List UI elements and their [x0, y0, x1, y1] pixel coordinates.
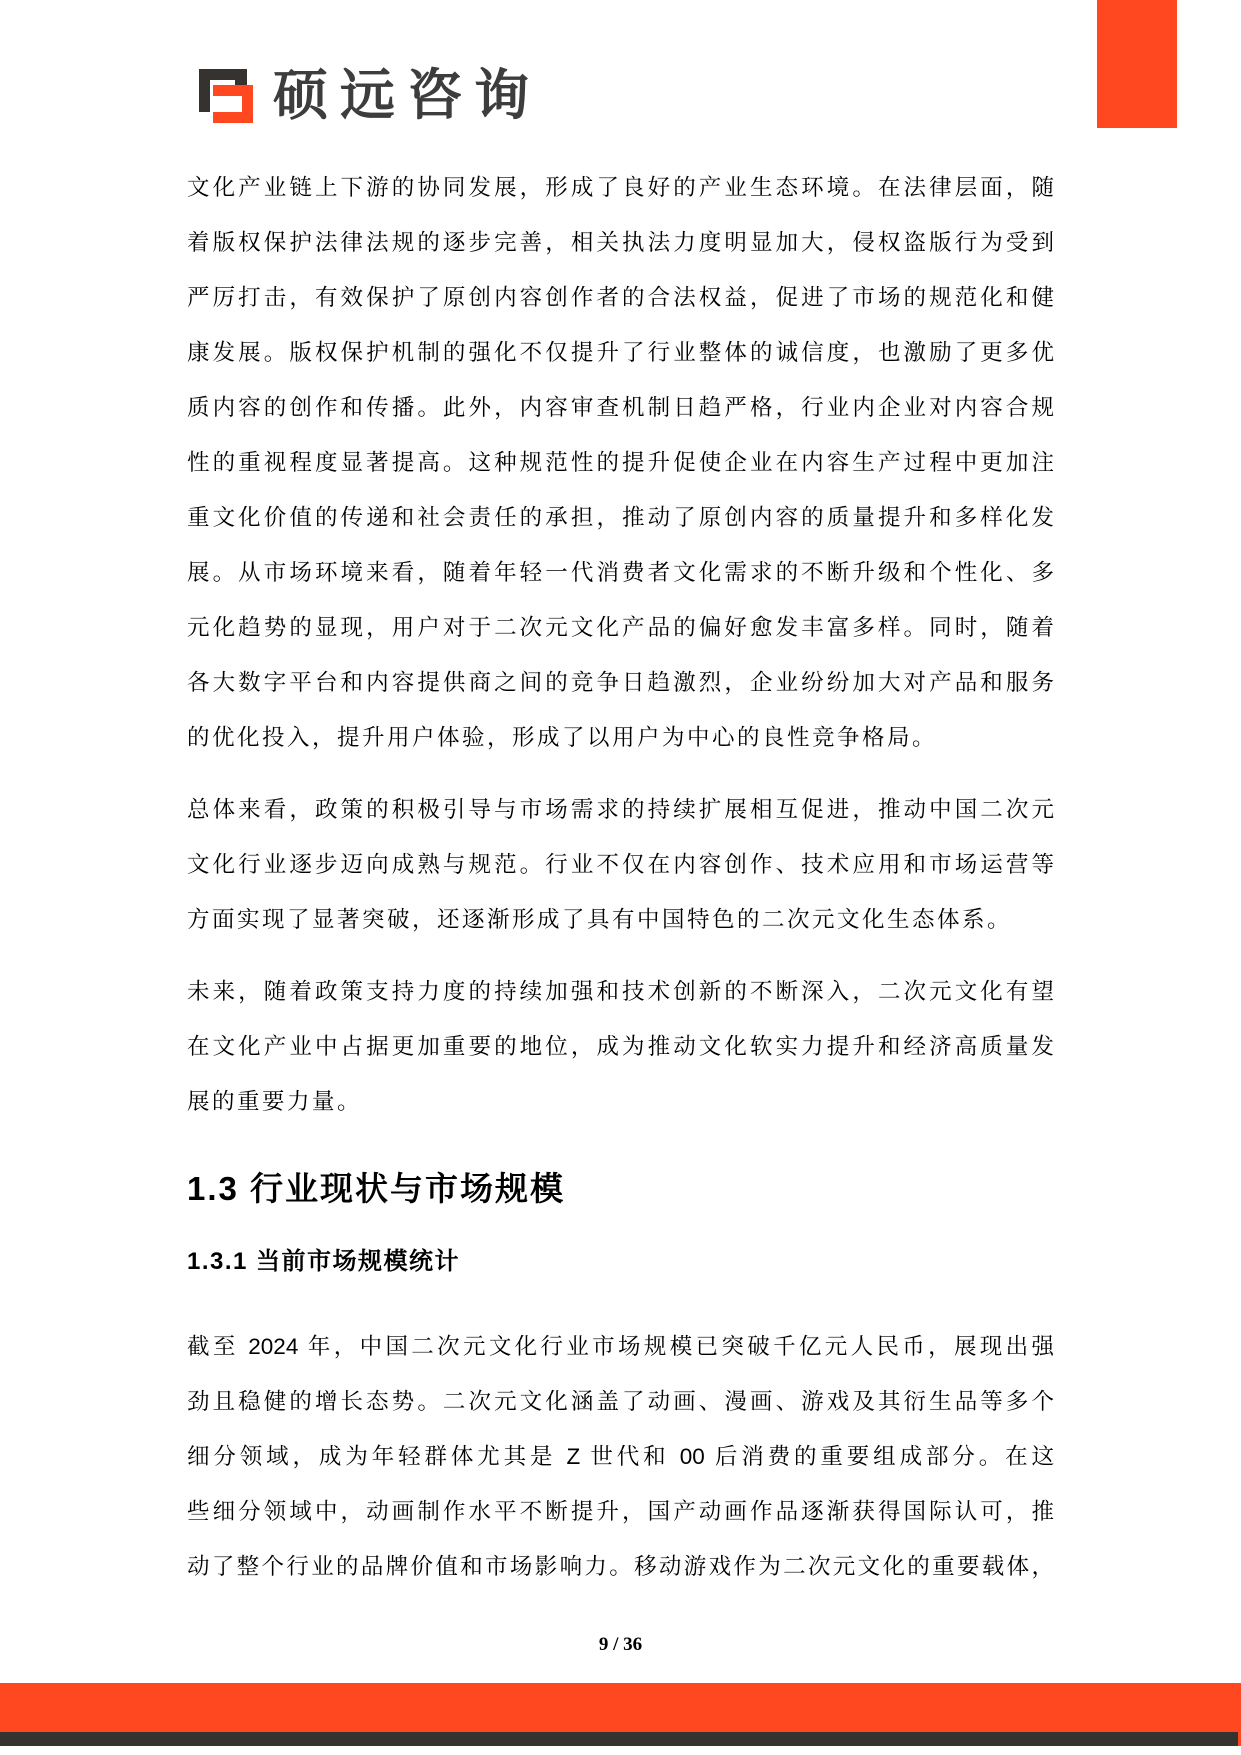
brand-name: 硕远咨询	[273, 64, 542, 126]
brand-logo-icon	[199, 69, 253, 123]
document-body	[187, 160, 1054, 1611]
body-paragraph	[187, 160, 1054, 765]
text-line: 在文化产业中占据更加重要的地位，成为推动文化软实力提升和经济高质量发	[187, 1034, 1054, 1059]
text-line: 总体来看，政策的积极引导与市场需求的持续扩展相互促进，推动中国二次元	[187, 797, 1054, 822]
text-line: 质内容的创作和传播。此外，内容审查机制日趋严格，行业内企业对内容合规	[187, 395, 1054, 420]
section-heading: 1.3 行业现状与市场规模	[187, 1170, 566, 1207]
text-line: 展的重要力量。	[187, 1089, 363, 1114]
subsection-heading: 1.3.1 当前市场规模统计	[187, 1248, 461, 1275]
text-line: 元化趋势的显现，用户对于二次元文化产品的偏好愈发丰富多样。同时，随着	[187, 615, 1054, 640]
top-right-accent-bar	[1097, 0, 1177, 128]
market-size-paragraphs	[187, 1319, 1054, 1594]
text-line: 文化行业逐步迈向成熟与规范。行业不仅在内容创作、技术应用和市场运营等	[187, 852, 1054, 877]
intro-paragraphs	[187, 160, 1054, 1129]
text-line: 方面实现了显著突破，还逐渐形成了具有中国特色的二次元文化生态体系。	[187, 907, 1013, 932]
text-line: 性的重视程度显著提高。这种规范性的提升促使企业在内容生产过程中更加注	[187, 450, 1054, 475]
text-line: 文化产业链上下游的协同发展，形成了良好的产业生态环境。在法律层面，随	[187, 175, 1054, 200]
footer-dark-bar	[0, 1732, 1238, 1746]
text-line: 些细分领域中，动画制作水平不断提升，国产动画作品逐渐获得国际认可，推	[187, 1499, 1054, 1524]
body-paragraph	[187, 782, 1054, 947]
text-line: 的优化投入，提升用户体验，形成了以用户为中心的良性竞争格局。	[187, 725, 938, 750]
text-line: 动了整个行业的品牌价值和市场影响力。移动游戏作为二次元文化的重要载体，	[187, 1554, 1054, 1579]
text-line: 截至 2024 年，中国二次元文化行业市场规模已突破千亿元人民币，展现出强	[187, 1334, 1054, 1359]
brand-logo	[199, 64, 542, 126]
text-line: 重文化价值的传递和社会责任的承担，推动了原创内容的质量提升和多样化发	[187, 505, 1054, 530]
page-number: 9 / 36	[598, 1634, 643, 1655]
text-line: 着版权保护法律法规的逐步完善，相关执法力度明显加大，侵权盗版行为受到	[187, 230, 1054, 255]
text-line: 康发展。版权保护机制的强化不仅提升了行业整体的诚信度，也激励了更多优	[187, 340, 1054, 365]
text-line: 劲且稳健的增长态势。二次元文化涵盖了动画、漫画、游戏及其衍生品等多个	[187, 1389, 1054, 1414]
body-paragraph	[187, 1319, 1054, 1594]
body-paragraph	[187, 964, 1054, 1129]
text-line: 各大数字平台和内容提供商之间的竞争日趋激烈，企业纷纷加大对产品和服务	[187, 670, 1054, 695]
text-line: 细分领域，成为年轻群体尤其是 Z 世代和 00 后消费的重要组成部分。在这	[187, 1444, 1054, 1469]
text-line: 严厉打击，有效保护了原创内容创作者的合法权益，促进了市场的规范化和健	[187, 285, 1054, 310]
text-line: 未来，随着政策支持力度的持续加强和技术创新的不断深入，二次元文化有望	[187, 979, 1054, 1004]
text-line: 展。从市场环境来看，随着年轻一代消费者文化需求的不断升级和个性化、多	[187, 560, 1054, 585]
